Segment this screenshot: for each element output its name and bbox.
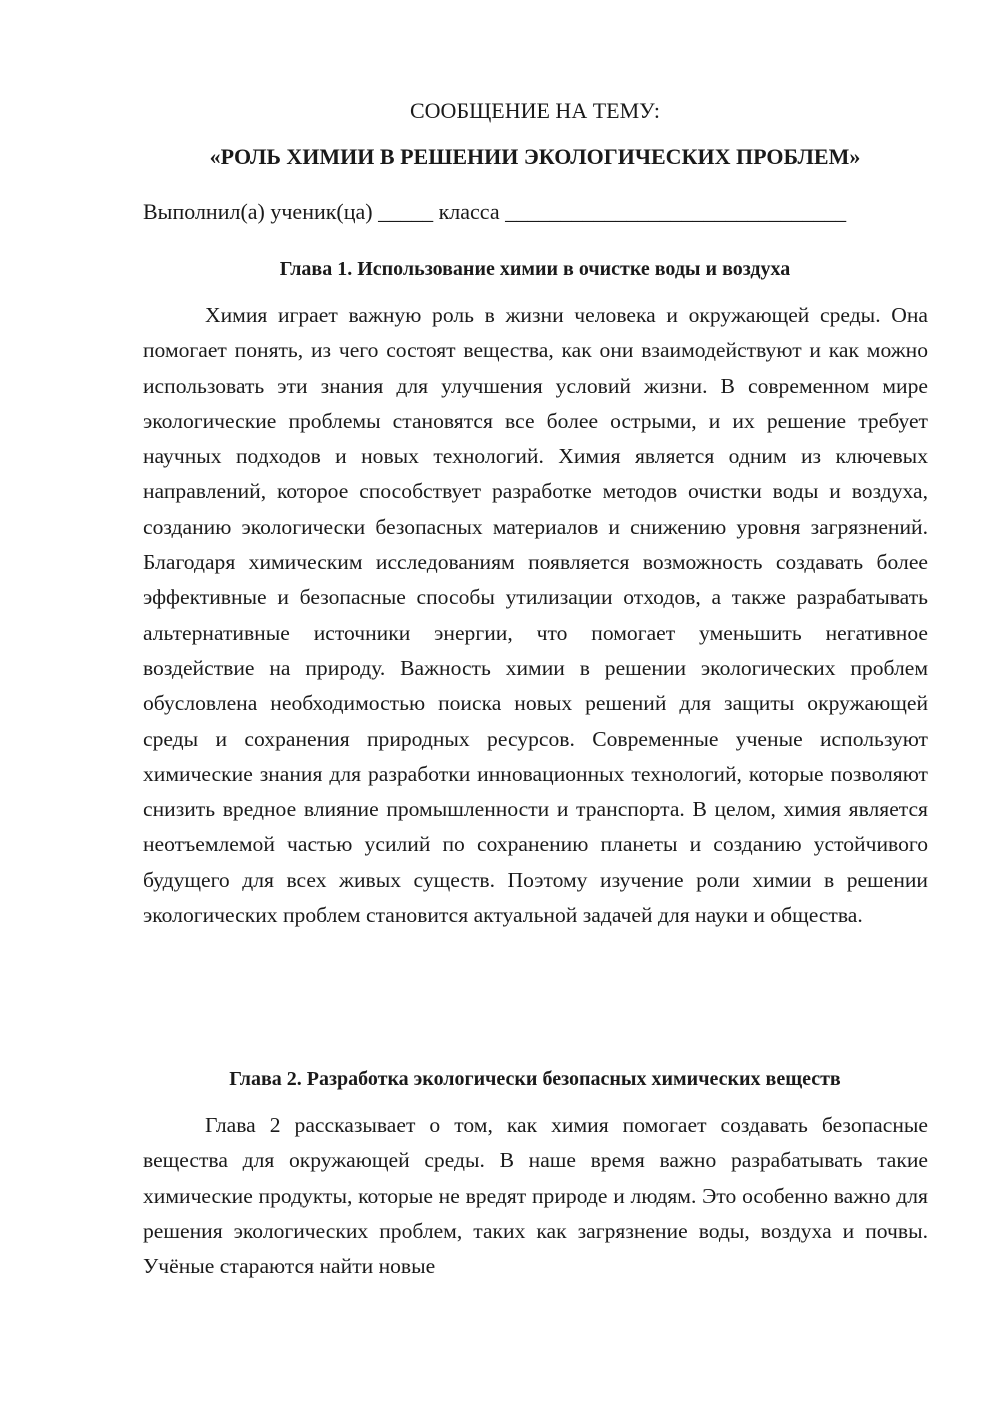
author-line: Выполнил(а) ученик(ца) _____ класса _______________________________ xyxy=(143,199,847,224)
document-title-line2: «РОЛЬ ХИМИИ В РЕШЕНИИ ЭКОЛОГИЧЕСКИХ ПРОБЛЕМ» xyxy=(209,144,861,169)
chapter-2-paragraph: Глава 2 рассказывает о том, как химия помогает создавать безопасные вещества для окружающей среды. В наше время важно разрабатывать такие химические продукты, которые не вредят природе и людям. Это особенно важно для решения экологических проблем, таких как загрязнение воды, воздуха и почвы. Учёные стараются найти новые xyxy=(143,1113,928,1279)
chapter-2-heading: Глава 2. Разработка экологически безопасных химических веществ xyxy=(229,1068,841,1090)
document-title-line1: СООБЩЕНИЕ НА ТЕМУ: xyxy=(410,98,660,123)
chapter-1-heading: Глава 1. Использование химии в очистке воды и воздуха xyxy=(279,258,791,280)
chapter-1-paragraph: Химия играет важную роль в жизни человека и окружающей среды. Она помогает понять, из чего состоят вещества, как они взаимодействуют и как можно использовать эти знания для улучшения условий жизни. В современном мире экологические проблемы становятся все более острыми, и их решение требует научных подходов и новых технологий. Химия является одним из ключевых направлений, которое способствует разработке методов очистки воды и воздуха, созданию экологически безопасных материалов и снижению уровня загрязнений. Благодаря химическим исследованиям появляется возможность создавать более эффективные и безопасные способы утилизации отходов, а также разрабатывать альтернативные источники энергии, что помогает уменьшить негативное воздействие на природу. Важность химии в решении экологических проблем обусловлена необходимостью поиска новых решений для защиты окружающей среды и сохранения природных ресурсов. Современные ученые используют химические знания для разработки инновационных технологий, которые позволяют снизить вредное влияние промышленности и транспорта. В целом, химия является неотъемлемой частью усилий по сохранению планеты и созданию устойчивого будущего для всех живых существ. Поэтому изучение роли химии в решении экологических проблем становится актуальной задачей для науки и общества. xyxy=(143,303,928,928)
